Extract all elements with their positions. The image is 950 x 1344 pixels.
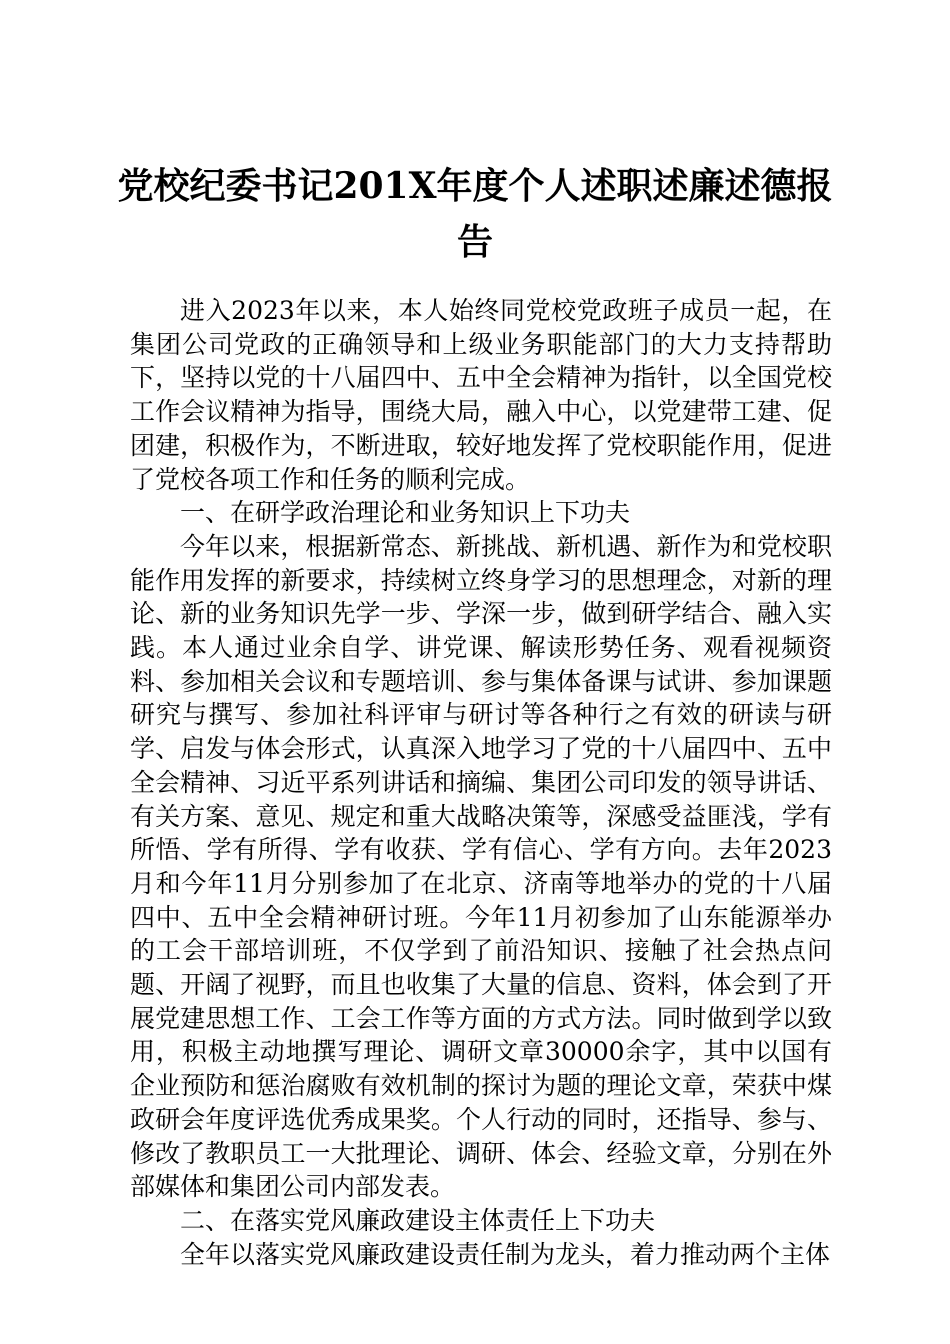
section-heading-2: 二、在落实党风廉政建设主体责任上下功夫 (180, 1205, 656, 1235)
document-body (130, 294, 832, 1271)
paragraph-section-2: 全年以落实党风廉政建设责任制为龙头，着力推动两个主体 (180, 1239, 831, 1269)
title-line-2: 告 (456, 221, 493, 263)
paragraph-intro: 进入2023年以来，本人始终同党校党政班子成员一起，在集团公司党政的正确领导和上级业务职能部门的大力支持帮助下，坚持以党的十八届四中、五中全会精神为指针，以全国党校工作会议精神为指导，围绕大局，融入中心，以党建带工建、促团建，积极作为，不断进取，较好地发挥了党校职能作用，促进了党校各项工作和任务的顺利完成。 (130, 296, 832, 494)
title-line-1: 党校纪委书记201X年度个人述职述廉述德报 (117, 165, 833, 207)
document-title (100, 158, 850, 270)
paragraph-section-1: 今年以来，根据新常态、新挑战、新机遇、新作为和党校职能作用发挥的新要求，持续树立终身学习的思想理念，对新的理论、新的业务知识先学一步、学深一步，做到研学结合、融入实践。本人通过业余自学、讲党课、解读形势任务、观看视频资料、参加相关会议和专题培训、参与集体备课与试讲、参加课题研究与撰写、参加社科评审与研讨等各种行之有效的研读与研学、启发与体会形式，认真深入地学习了党的十八届四中、五中全会精神、习近平系列讲话和摘编、集团公司印发的领导讲话、有关方案、意见、规定和重大战略决策等，深感受益匪浅，学有所悟、学有所得、学有收获、学有信心、学有方向。去年2023月和今年11月分别参加了在北京、济南等地举办的党的十八届四中、五中全会精神研讨班。今年11月初参加了山东能源举办的工会干部培训班，不仅学到了前沿知识、接触了社会热点问题、开阔了视野，而且也收集了大量的信息、资料，体会到了开展党建思想工作、工会工作等方面的方式方法。同时做到学以致用，积极主动地撰写理论、调研文章30000余字，其中以国有企业预防和惩治腐败有效机制的探讨为题的理论文章，荣获中煤政研会年度评选优秀成果奖。个人行动的同时，还指导、参与、修改了教职员工一大批理论、调研、体会、经验文章，分别在外部媒体和集团公司内部发表。 (130, 531, 832, 1202)
section-heading-1: 一、在研学政治理论和业务知识上下功夫 (180, 498, 631, 528)
